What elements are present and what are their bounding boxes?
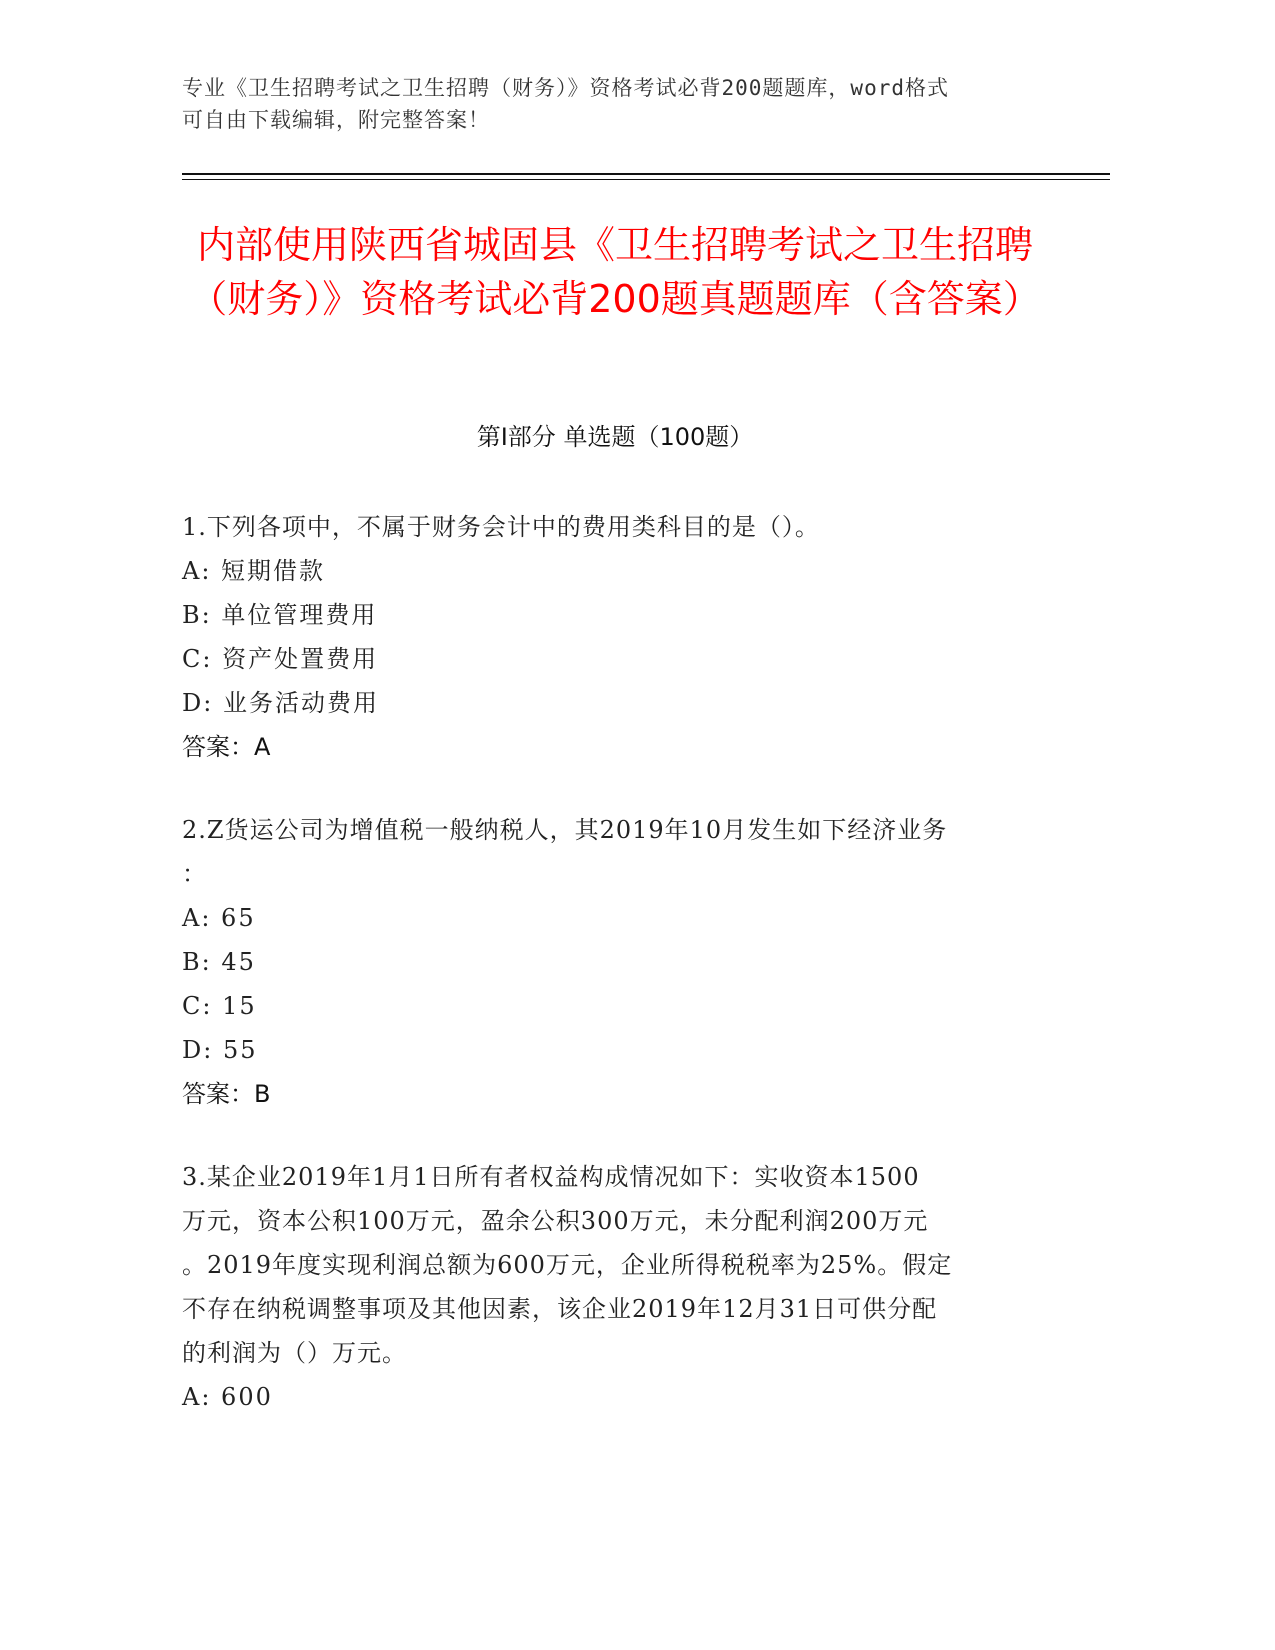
question-stem: 2.Z货运公司为增值税一般纳税人，其2019年10月发生如下经济业务: [182, 816, 948, 844]
question-stem-continuation: 不存在纳税调整事项及其他因素，该企业2019年12月31日可供分配: [182, 1295, 938, 1323]
question-3: [182, 1155, 1042, 1419]
section-heading: 第Ⅰ部分 单选题（100题）: [476, 423, 754, 451]
option-a: A: 65: [182, 904, 256, 932]
option-a: A: 短期借款: [182, 557, 326, 585]
header-divider-thick: [182, 173, 1110, 175]
answer-label: 答案：B: [182, 1080, 271, 1108]
option-b: B: 单位管理费用: [182, 601, 378, 629]
question-stem: 3.某企业2019年1月1日所有者权益构成情况如下：实收资本1500: [182, 1163, 920, 1191]
question-1: [182, 505, 1042, 769]
header-divider-thin: [182, 179, 1110, 180]
question-stem-continuation: 的利润为（）万元。: [182, 1339, 407, 1367]
question-stem-continuation: 万元，资本公积100万元，盈余公积300万元，未分配利润200万元: [182, 1207, 929, 1235]
option-d: D: 55: [182, 1036, 258, 1064]
option-a: A: 600: [182, 1383, 273, 1411]
question-stem-continuation: ：: [182, 860, 207, 888]
option-c: C: 15: [182, 992, 257, 1020]
question-stem: 1.下列各项中，不属于财务会计中的费用类科目的是（）。: [182, 513, 820, 541]
document-title: 内部使用陕西省城固县《卫生招聘考试之卫生招聘（财务）》资格考试必背200题真题题库（含答案）: [189, 223, 1041, 321]
question-stem-continuation: 。2019年度实现利润总额为600万元，企业所得税税率为25%。假定: [182, 1251, 953, 1279]
question-2: [182, 808, 1042, 1116]
option-d: D: 业务活动费用: [182, 689, 379, 717]
header-note: [182, 72, 1042, 136]
option-b: B: 45: [182, 948, 256, 976]
answer-label: 答案：A: [182, 733, 271, 761]
option-c: C: 资产处置费用: [182, 645, 379, 673]
header-note-line: 专业《卫生招聘考试之卫生招聘（财务）》资格考试必背200题题库，word格式: [182, 76, 949, 100]
header-note-line: 可自由下载编辑，附完整答案！: [182, 108, 490, 132]
